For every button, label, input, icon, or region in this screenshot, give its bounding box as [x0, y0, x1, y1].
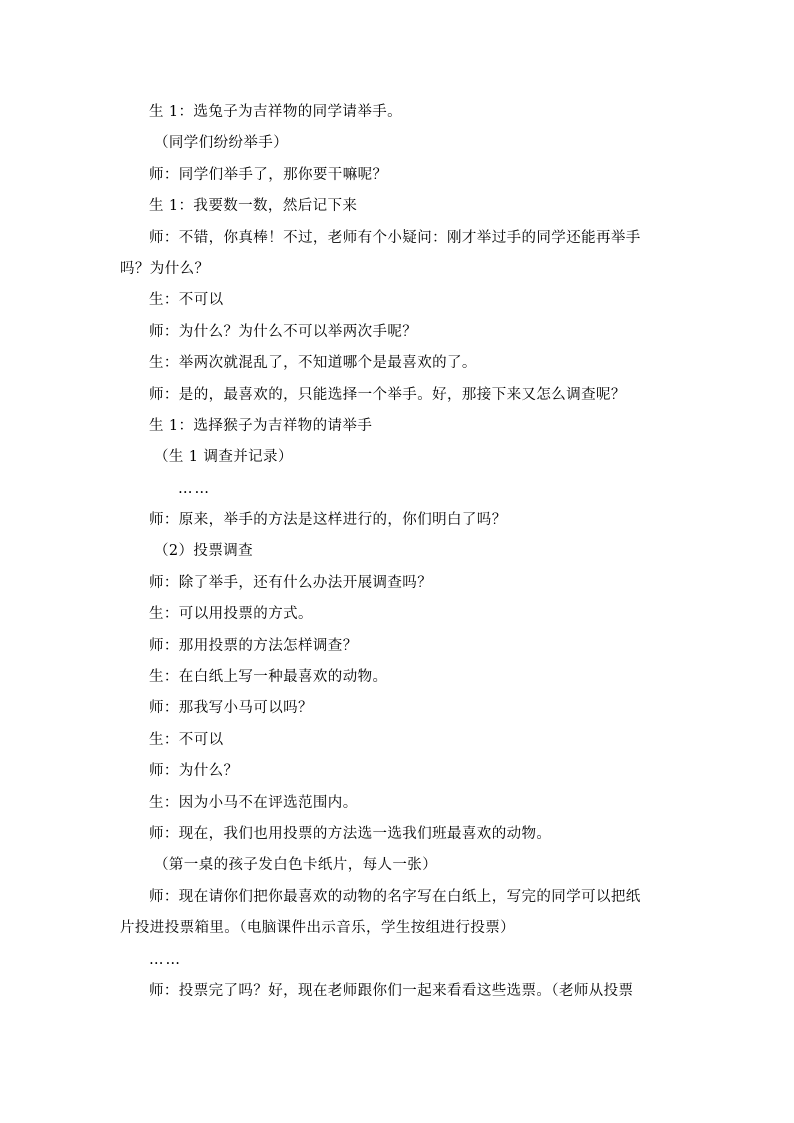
text-line: 生：不可以: [149, 292, 224, 309]
text-line: 师：现在，我们也用投票的方法选一选我们班最喜欢的动物。: [149, 825, 552, 842]
text-line: 片投进投票箱里。（电脑课件出示音乐，学生按组进行投票）: [120, 920, 516, 937]
text-line: 吗？为什么？: [120, 260, 210, 277]
text-line: 师：除了举手，还有什么办法开展调查吗？: [149, 574, 433, 591]
text-line: 师：同学们举手了，那你要干嘛呢？: [149, 166, 388, 183]
text-line: （同学们纷纷举手）: [154, 135, 289, 152]
text-line: （生 1 调查并记录）: [154, 449, 293, 466]
text-line: （2）投票调查: [154, 543, 254, 560]
text-line: （第一桌的孩子发白色卡纸片，每人一张）: [154, 857, 438, 874]
text-line: ……: [178, 480, 211, 497]
text-line: 师：是的，最喜欢的，只能选择一个举手。好，那接下来又怎么调查呢？: [149, 386, 626, 403]
text-line: 生 1：我要数一数，然后记下来: [149, 198, 358, 215]
text-line: 生：因为小马不在评选范围内。: [149, 794, 358, 811]
text-line: 师：原来，举手的方法是这样进行的，你们明白了吗？: [149, 512, 507, 529]
text-line: 师：不错，你真棒！不过，老师有个小疑问：刚才举过手的同学还能再举手: [149, 229, 641, 246]
text-line: 生 1：选择猴子为吉祥物的请举手: [149, 417, 373, 434]
document-body: [120, 97, 680, 1007]
text-line: 师：那我写小马可以吗？: [149, 700, 313, 717]
text-line: 生：不可以: [149, 731, 224, 748]
text-line: 生：在白纸上写一种最喜欢的动物。: [149, 669, 388, 686]
text-line: 生：可以用投票的方式。: [149, 606, 313, 623]
text-line: 师：为什么？为什么不可以举两次手呢？: [149, 323, 418, 340]
text-line: 生：举两次就混乱了，不知道哪个是最喜欢的了。: [149, 355, 477, 372]
text-line: ……: [149, 951, 182, 968]
text-line: 师：现在请你们把你最喜欢的动物的名字写在白纸上，写完的同学可以把纸: [149, 888, 641, 905]
text-line: 生 1：选兔子为吉祥物的同学请举手。: [149, 104, 403, 120]
text-line: 师：那用投票的方法怎样调查？: [149, 637, 358, 654]
text-line: 师：投票完了吗？好，现在老师跟你们一起来看看这些选票。（老师从投票: [149, 982, 634, 999]
text-line: 师：为什么？: [149, 763, 239, 780]
